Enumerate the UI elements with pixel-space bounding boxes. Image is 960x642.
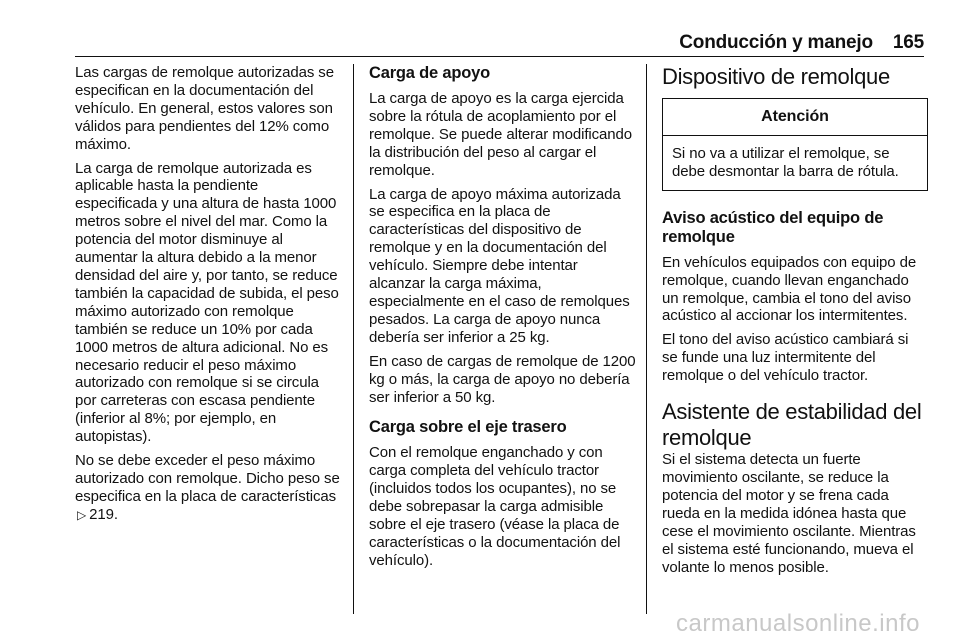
paragraph-acoustic-2: El tono del aviso acústico cambiará si se funde una luz intermitente del remolque o del vehículo tractor. (662, 331, 909, 385)
notice-title: Atención (663, 99, 927, 136)
paragraph-stability: Si el sistema detecta un fuerte movimiento oscilante, se reduce la potencia del motor y se frena cada rueda en la medida idónea hasta que cese el movimiento oscilante. Mientras el sistema esté funcionando, mueva el volante lo menos posible. (662, 451, 916, 576)
notice-body: Si no va a utilizar el remolque, se debe desmontar la barra de rótula. (672, 144, 899, 180)
section-title: Conducción y manejo (679, 32, 873, 53)
paragraph-rear-axle: Con el remolque enganchado y con carga completa del vehículo tractor (incluidos todos los ocupantes), no se debe sobrepasar la carga admisible sobre el eje trasero (véase la placa de características o la documentación del vehículo). (369, 444, 621, 569)
heading-rear-axle-load: Carga sobre el eje trasero (369, 418, 567, 437)
paragraph-max-tongue-load: La carga de apoyo máxima autorizada se especifica en la placa de características del dispositivo de remolque y en la documentación del vehículo. Siempre debe intentar alcanzar la carga máxima, especialmente en el caso de remolques pesados. La carga de apoyo nunca debería ser inferior a 25 kg. (369, 185, 630, 346)
paragraph-acoustic-1: En vehículos equipados con equipo de remolque, cuando llevan enganchado un remolque, cambia el tono del aviso acústico al accionar los intermitentes. (662, 253, 917, 325)
page-reference-link[interactable]: 219. (89, 505, 118, 523)
column-divider-2 (646, 64, 647, 614)
column-1 (75, 64, 343, 531)
attention-notice (662, 98, 928, 191)
paragraph-heavy-loads: En caso de cargas de remolque de 1200 kg o más, la carga de apoyo no debería ser inferior a 50 kg. (369, 352, 636, 406)
watermark: carmanualsonline.info (676, 610, 920, 637)
heading-stability-assist: Asistente de estabilidad del remolque (662, 399, 922, 451)
page-header (75, 22, 924, 54)
page-reference-icon: ▷ (77, 507, 87, 522)
header-divider (75, 56, 924, 57)
paragraph-max-weight-text: No se debe exceder el peso máximo autorizado con remolque. Dicho peso se especifica en la placa de características (75, 452, 340, 505)
column-3 (662, 64, 928, 582)
paragraph-altitude: La carga de remolque autorizada es aplicable hasta la pendiente especificada y una altura de hasta 1000 metros sobre el nivel del mar. Como la potencia del motor disminuye al aumentar la altura debido a la menor densidad del aire y, por tanto, se reduce también la capacidad de subida, el peso máximo autorizado con remolque también se reduce un 10% por cada 1000 metros de altura adicional. No es necesario reducir el peso máximo autorizado con remolque si se circula por carreteras con escasa pendiente (inferior al 8%; por ejemplo, en autopistas). (75, 159, 339, 446)
heading-acoustic-warning: Aviso acústico del equipo de remolque (662, 208, 884, 246)
column-divider-1 (353, 64, 354, 614)
heading-tow-device: Dispositivo de remolque (662, 64, 890, 89)
heading-carga-de-apoyo: Carga de apoyo (369, 64, 490, 82)
paragraph-trailer-loads: Las cargas de remolque autorizadas se especifican en la documentación del vehículo. En general, estos valores son válidos para pendientes del 12% como máximo. (75, 64, 334, 153)
page-number: 165 (892, 32, 924, 53)
column-2 (369, 64, 637, 576)
paragraph-tongue-load: La carga de apoyo es la carga ejercida sobre la rótula de acoplamiento por el remolque. Se puede alterar modificando la distribución del peso al cargar el remolque. (369, 90, 633, 179)
paragraph-max-weight (75, 452, 343, 525)
